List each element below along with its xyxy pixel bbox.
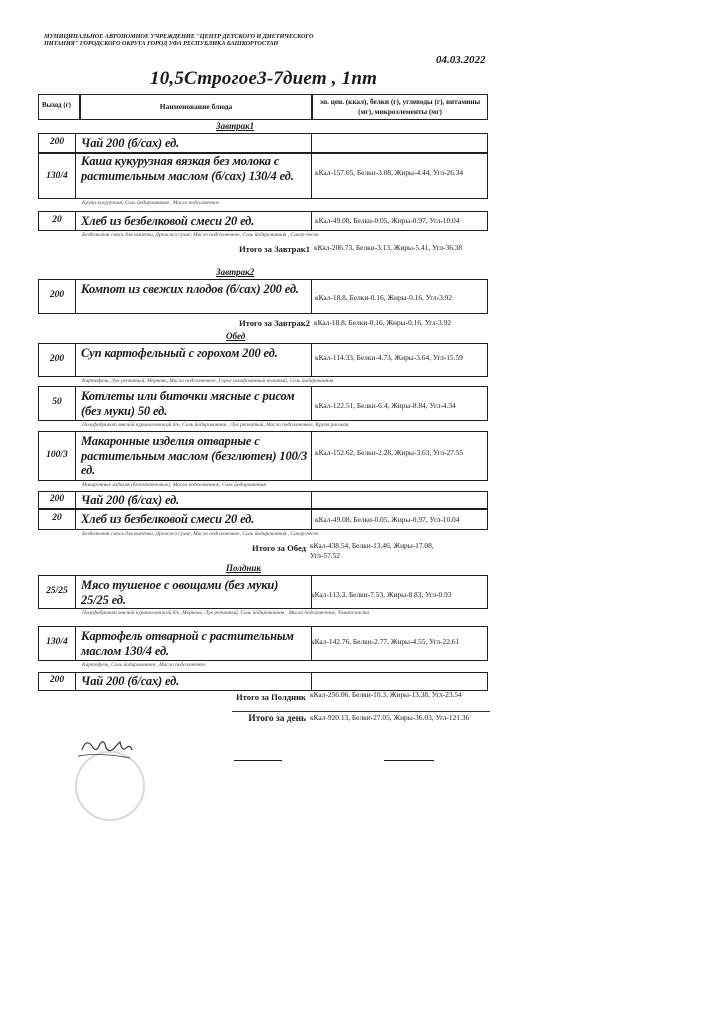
column-output-header: Выход (г): [38, 94, 80, 120]
dish-output: 20: [52, 215, 62, 225]
dish-output: 200: [49, 290, 65, 300]
dish-output: 100/3: [46, 450, 68, 460]
dish-nutrition: кКал-152.62, Белки-2.28, Жиры-3.63, Угл-27.55: [315, 448, 464, 457]
dish-nutrition: кКал-49.08, Белки-0.05, Жиры-0.97, Угл-10.04: [315, 216, 460, 225]
dish-name: Макаронные изделия отварные с растительным маслом (безглютен) 100/3 ед.: [81, 434, 308, 478]
dish-row: [38, 491, 488, 509]
dish-name: Каша кукурузная вязкая без молока с растительным маслом (б/сах) 130/4 ед.: [81, 154, 294, 183]
dish-name: Картофель отварной с растительным маслом 130/4 ед.: [81, 629, 294, 658]
dish-nutrition: кКал-18.8, Белки-0.16, Жиры-0.16, Угл-3.92: [315, 293, 453, 302]
meal-title-breakfast1: Завтрак1: [216, 121, 255, 131]
dish-nutrition: кКал-142.76, Белки-2.77, Жиры-4.55, Угл-22.61: [311, 637, 460, 646]
meal-total-label: Итого за Завтрак2: [238, 318, 310, 328]
dish-nutrition: кКал-49.08, Белки-0.05, Жиры-0.97, Угл-10.04: [315, 515, 460, 524]
dish-ingredients: Картофель, Соль йодированная , Масло подсолнечное: [82, 662, 206, 668]
dish-ingredients: Картофель, Лук репчатый, Морковь, Масло подсолнечное, Горох шлифованный колотый, Соль йодированная: [82, 378, 334, 384]
signature-icon: [60, 724, 160, 834]
dish-row: [38, 575, 488, 609]
dish-row: [38, 431, 488, 481]
dish-name: Мясо тушеное с овощами (без муки) 25/25 ед.: [81, 578, 279, 607]
dish-ingredients: Макаронные изделия (безглютеновые), Масло подсолнечное, Соль йодированная: [82, 482, 266, 488]
organization-name: МУНИЦИПАЛЬНОЕ АВТОНОМНОЕ УЧРЕЖДЕНИЕ "ЦЕНТР ДЕТСКОГО И ДИЕТИЧЕСКОГО ПИТАНИЯ" ГОРОДСКОГО ОКРУГА ГОРОД УФА РЕСПУБЛИКА БАШКОРТОСТАН: [44, 33, 314, 48]
dish-ingredients: Крупа кукурузная, Соль йодированная , Масло подсолнечное: [82, 200, 220, 206]
dish-row: [38, 133, 488, 153]
dish-nutrition: кКал-113.3, Белки-7.53, Жиры-8.83, Угл-0.93: [311, 590, 452, 599]
meal-total-value: кКал-256.06, Белки-10.3, Жиры-13.38, Угл-23.54: [310, 690, 462, 699]
meal-title-snack: Полдник: [226, 563, 261, 573]
meal-title-lunch: Обед: [226, 331, 246, 341]
meal-total-value: кКал-438.54, Белки-13.46, Жиры-17.08, Угл-57.52: [310, 541, 434, 560]
dish-output: 200: [49, 494, 65, 504]
meal-total-value: кКал-18.8, Белки-0.16, Жиры-0.16, Угл-3.92: [314, 318, 452, 327]
dish-row: [38, 386, 488, 421]
dish-nutrition: кКал-114.33, Белки-4.73, Жиры-3.64, Угл-15.59: [315, 353, 463, 362]
dish-row: [38, 211, 488, 231]
dish-output: 130/4: [46, 171, 68, 181]
meal-total-value: кКал-206.73, Белки-3.13, Жиры-5.41, Угл-36.38: [314, 243, 463, 252]
menu-date: 04.03.2022: [436, 54, 486, 66]
dish-row: [38, 626, 488, 661]
dish-row: [38, 343, 488, 377]
dish-ingredients: Полуфабрикат мясной куриноговяжий б/к, Соль йодированная , Лук репчатый, Масло подсолнечное, Крупа рисовая: [82, 422, 349, 428]
dish-name: Котлеты или биточки мясные с рисом (без муки) 50 ед.: [81, 389, 295, 418]
dish-ingredients: Безбелковая смесь для выпечки, Дрожжи сухие, Масло подсолнечное, Соль йодированная , Сахар-песок: [82, 531, 319, 537]
meal-title-breakfast2: Завтрак2: [216, 267, 255, 277]
dish-output: 200: [49, 137, 65, 147]
column-nutrition-header: эн. цен. (ккал), белки (г), углеводы (г), витамины (мг), микроэлементы (мг): [312, 94, 488, 120]
meal-total-label: Итого за Обед: [251, 543, 306, 553]
dish-row: [38, 279, 488, 314]
meal-total-label: Итого за Завтрак1: [238, 244, 310, 254]
dish-ingredients: Безбелковая смесь для выпечки, Дрожжи сухие, Масло подсолнечное, Соль йодированная , Сахар-песок: [82, 232, 319, 238]
dish-name: Компот из свежих плодов (б/сах) 200 ед.: [81, 282, 299, 296]
dish-row: [38, 672, 488, 691]
dish-output: 130/4: [46, 637, 68, 647]
dish-output: 200: [49, 675, 65, 685]
dish-output: 20: [52, 513, 62, 523]
menu-title: 10,5Строгое3-7диет , 1пт: [150, 68, 378, 89]
dish-output: 50: [52, 397, 62, 407]
dish-nutrition: кКал-122.51, Белки-6.4, Жиры-8.84, Угл-4.34: [315, 401, 456, 410]
dish-name: Хлеб из безбелковой смеси 20 ед.: [81, 214, 255, 228]
dish-name: Чай 200 (б/сах) ед.: [81, 136, 180, 150]
dish-name: Хлеб из безбелковой смеси 20 ед.: [81, 512, 255, 526]
dish-row: [38, 153, 488, 199]
dish-name: Чай 200 (б/сах) ед.: [81, 674, 180, 688]
column-name-header: Наименование блюда: [80, 94, 312, 120]
dish-output: 25/25: [46, 586, 68, 596]
dish-name: Чай 200 (б/сах) ед.: [81, 493, 180, 507]
meal-total-label: Итого за Полдник: [235, 692, 306, 702]
dish-nutrition: кКал-157.65, Белки-3.08, Жиры-4.44, Угл-26.34: [315, 168, 464, 177]
dish-row: [38, 509, 488, 530]
dish-name: Суп картофельный с горохом 200 ед.: [81, 346, 278, 360]
day-total-label: Итого за день: [248, 714, 306, 724]
dish-ingredients: Полуфабрикат мясной куриноговяжий б/к, Морковь, Лук репчатый, Соль йодированная , Масло подсолнечное, Томат-паста: [82, 610, 370, 616]
day-total-value: кКал-920.13, Белки-27.05, Жиры-36.03, Угл-121.36: [310, 713, 470, 722]
dish-output: 200: [49, 354, 65, 364]
